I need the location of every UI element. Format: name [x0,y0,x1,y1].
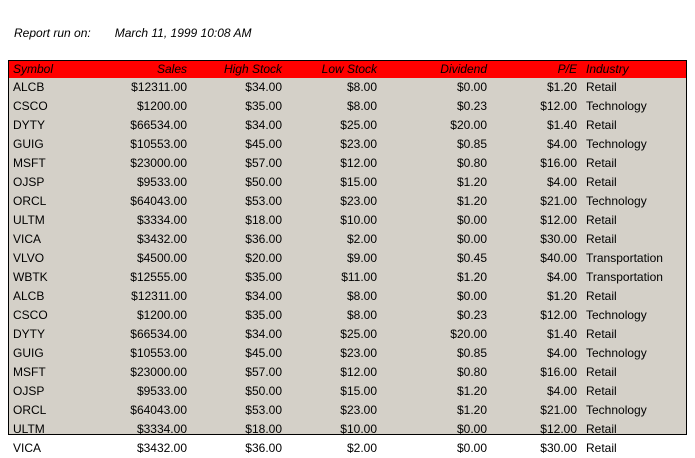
table-row[interactable] [9,439,686,458]
cell-high-stock[interactable]: $36.00 [245,232,282,246]
cell-high-stock[interactable]: $45.00 [245,137,282,151]
cell-industry[interactable]: Retail [586,213,617,227]
cell-industry[interactable]: Retail [586,327,617,341]
table-row[interactable] [9,154,686,173]
cell-industry[interactable]: Technology [586,194,647,208]
cell-low-stock[interactable]: $23.00 [340,346,377,360]
cell-sales[interactable]: $1200.00 [136,99,187,113]
cell-high-stock[interactable]: $57.00 [245,156,282,170]
cell-dividend[interactable]: $0.00 [456,80,487,94]
cell-symbol[interactable]: VLVO [13,251,45,265]
cell-low-stock[interactable]: $23.00 [340,194,377,208]
cell-sales[interactable]: $4500.00 [136,251,187,265]
cell-symbol[interactable]: CSCO [13,99,48,113]
cell-symbol[interactable]: DYTY [13,327,46,341]
cell-sales[interactable]: $64043.00 [130,194,187,208]
cell-pe[interactable]: $12.00 [540,213,577,227]
cell-dividend[interactable]: $0.80 [456,365,487,379]
report-run-label: Report run on: [14,26,91,40]
cell-pe[interactable]: $1.40 [546,118,577,132]
cell-sales[interactable]: $3432.00 [136,232,187,246]
cell-low-stock[interactable]: $8.00 [346,289,377,303]
table-row[interactable] [9,97,686,116]
stock-table [9,61,686,458]
cell-pe[interactable]: $1.20 [546,80,577,94]
cell-sales[interactable]: $1200.00 [136,308,187,322]
column-header-symbol[interactable]: Symbol [9,61,91,78]
cell-symbol[interactable]: OJSP [13,384,45,398]
cell-pe[interactable]: $4.00 [546,175,577,189]
cell-sales[interactable]: $23000.00 [130,156,187,170]
cell-industry[interactable]: Transportation [586,251,663,265]
cell-industry[interactable]: Retail [586,80,617,94]
cell-dividend[interactable]: $0.00 [456,213,487,227]
table-row[interactable] [9,420,686,439]
cell-industry[interactable]: Retail [586,118,617,132]
cell-high-stock[interactable]: $18.00 [245,422,282,436]
cell-dividend[interactable]: $1.20 [456,384,487,398]
cell-symbol[interactable]: ALCB [13,289,45,303]
cell-dividend[interactable]: $1.20 [456,194,487,208]
cell-dividend[interactable]: $20.00 [450,327,487,341]
cell-low-stock[interactable]: $12.00 [340,365,377,379]
cell-high-stock[interactable]: $35.00 [245,99,282,113]
cell-sales[interactable]: $12311.00 [131,289,187,303]
cell-sales[interactable]: $66534.00 [130,327,187,341]
cell-low-stock[interactable]: $10.00 [340,422,377,436]
report-run-value: March 11, 1999 10:08 AM [114,26,252,40]
table-row[interactable] [9,173,686,192]
cell-high-stock[interactable]: $34.00 [245,289,282,303]
cell-industry[interactable]: Retail [586,422,617,436]
table-row[interactable] [9,306,686,325]
cell-low-stock[interactable]: $25.00 [340,327,377,341]
cell-symbol[interactable]: VICA [13,232,42,246]
cell-symbol[interactable]: ORCL [13,194,47,208]
cell-low-stock[interactable]: $11.00 [341,270,377,284]
column-header-pe[interactable]: P/E [491,61,581,78]
table-row[interactable] [9,192,686,211]
table-row[interactable] [9,382,686,401]
cell-pe[interactable]: $40.00 [540,251,577,265]
cell-pe[interactable]: $1.20 [546,289,577,303]
cell-symbol[interactable]: VICA [13,441,42,455]
column-header-high-stock[interactable]: High Stock [191,61,286,78]
cell-high-stock[interactable]: $45.00 [245,346,282,360]
table-row[interactable] [9,287,686,306]
cell-industry[interactable]: Transportation [586,270,663,284]
table-header-row [9,61,686,78]
table-row[interactable] [9,344,686,363]
cell-dividend[interactable]: $0.00 [456,232,487,246]
cell-low-stock[interactable]: $15.00 [340,175,377,189]
cell-dividend[interactable]: $0.45 [456,251,487,265]
column-header-low-stock[interactable]: Low Stock [286,61,381,78]
cell-sales[interactable]: $3334.00 [136,213,187,227]
cell-industry[interactable]: Technology [586,346,647,360]
cell-pe[interactable]: $12.00 [540,99,577,113]
cell-high-stock[interactable]: $20.00 [245,251,282,265]
cell-sales[interactable]: $3432.00 [136,441,187,455]
table-row[interactable] [9,268,686,287]
cell-pe[interactable]: $30.00 [540,441,577,455]
table-row[interactable] [9,401,686,420]
cell-low-stock[interactable]: $8.00 [346,99,377,113]
cell-low-stock[interactable]: $15.00 [340,384,377,398]
cell-dividend[interactable]: $1.20 [456,403,487,417]
cell-symbol[interactable]: GUIG [13,346,44,360]
cell-industry[interactable]: Retail [586,289,617,303]
cell-low-stock[interactable]: $10.00 [340,213,377,227]
cell-high-stock[interactable]: $18.00 [245,213,282,227]
cell-symbol[interactable]: ULTM [13,422,45,436]
cell-low-stock[interactable]: $8.00 [346,308,377,322]
cell-dividend[interactable]: $0.00 [456,289,487,303]
table-row[interactable] [9,135,686,154]
cell-dividend[interactable]: $0.85 [456,346,487,360]
cell-industry[interactable]: Retail [586,384,617,398]
cell-dividend[interactable]: $0.00 [456,441,487,455]
cell-dividend[interactable]: $0.80 [456,156,487,170]
cell-industry[interactable]: Technology [586,137,647,151]
cell-pe[interactable]: $16.00 [540,365,577,379]
cell-high-stock[interactable]: $50.00 [245,384,282,398]
cell-dividend[interactable]: $0.23 [456,99,487,113]
cell-symbol[interactable]: ULTM [13,213,45,227]
table-row[interactable] [9,211,686,230]
cell-symbol[interactable]: OJSP [13,175,45,189]
cell-high-stock[interactable]: $50.00 [245,175,282,189]
report-run-header [14,26,251,40]
table-row[interactable] [9,249,686,268]
cell-pe[interactable]: $4.00 [546,270,577,284]
cell-pe[interactable]: $1.40 [546,327,577,341]
cell-sales[interactable]: $12555.00 [130,270,187,284]
column-header-industry[interactable]: Industry [581,61,686,78]
cell-symbol[interactable]: ALCB [13,80,45,94]
cell-dividend[interactable]: $20.00 [450,118,487,132]
cell-pe[interactable]: $12.00 [540,422,577,436]
cell-high-stock[interactable]: $57.00 [245,365,282,379]
cell-sales[interactable]: $64043.00 [130,403,187,417]
cell-industry[interactable]: Technology [586,99,647,113]
cell-industry[interactable]: Technology [586,403,647,417]
cell-symbol[interactable]: MSFT [13,156,46,170]
column-header-sales[interactable]: Sales [91,61,191,78]
cell-dividend[interactable]: $1.20 [456,270,487,284]
cell-industry[interactable]: Retail [586,441,617,455]
cell-low-stock[interactable]: $23.00 [340,403,377,417]
cell-low-stock[interactable]: $25.00 [340,118,377,132]
cell-sales[interactable]: $12311.00 [131,80,187,94]
cell-industry[interactable]: Technology [586,308,647,322]
cell-high-stock[interactable]: $53.00 [245,194,282,208]
cell-sales[interactable]: $23000.00 [130,365,187,379]
cell-high-stock[interactable]: $35.00 [245,308,282,322]
cell-symbol[interactable]: ORCL [13,403,47,417]
cell-sales[interactable]: $66534.00 [130,118,187,132]
cell-low-stock[interactable]: $23.00 [340,137,377,151]
cell-sales[interactable]: $10553.00 [130,137,187,151]
cell-pe[interactable]: $21.00 [540,194,577,208]
cell-high-stock[interactable]: $36.00 [245,441,282,455]
cell-low-stock[interactable]: $8.00 [346,80,377,94]
table-row[interactable] [9,325,686,344]
cell-industry[interactable]: Retail [586,175,617,189]
cell-pe[interactable]: $16.00 [540,156,577,170]
cell-pe[interactable]: $21.00 [540,403,577,417]
column-header-dividend[interactable]: Dividend [381,61,491,78]
cell-dividend[interactable]: $0.85 [456,137,487,151]
cell-industry[interactable]: Retail [586,156,617,170]
cell-pe[interactable]: $12.00 [540,308,577,322]
cell-pe[interactable]: $30.00 [540,232,577,246]
cell-pe[interactable]: $4.00 [546,346,577,360]
cell-dividend[interactable]: $1.20 [456,175,487,189]
cell-sales[interactable]: $9533.00 [136,175,187,189]
cell-pe[interactable]: $4.00 [546,137,577,151]
cell-sales[interactable]: $10553.00 [130,346,187,360]
cell-high-stock[interactable]: $34.00 [245,327,282,341]
cell-symbol[interactable]: CSCO [13,308,48,322]
cell-industry[interactable]: Retail [586,365,617,379]
table-row[interactable] [9,363,686,382]
table-row[interactable] [9,78,686,97]
cell-low-stock[interactable]: $12.00 [340,156,377,170]
cell-low-stock[interactable]: $2.00 [346,441,377,455]
cell-sales[interactable]: $9533.00 [136,384,187,398]
cell-symbol[interactable]: DYTY [13,118,46,132]
cell-symbol[interactable]: GUIG [13,137,44,151]
table-row[interactable] [9,230,686,249]
cell-symbol[interactable]: MSFT [13,365,46,379]
cell-symbol[interactable]: WBTK [13,270,48,284]
cell-high-stock[interactable]: $34.00 [245,118,282,132]
cell-dividend[interactable]: $0.23 [456,308,487,322]
cell-industry[interactable]: Retail [586,232,617,246]
stock-data-grid[interactable] [8,60,687,455]
table-body [9,78,686,458]
cell-high-stock[interactable]: $35.00 [245,270,282,284]
cell-low-stock[interactable]: $9.00 [346,251,377,265]
cell-low-stock[interactable]: $2.00 [346,232,377,246]
table-row[interactable] [9,116,686,135]
cell-sales[interactable]: $3334.00 [136,422,187,436]
cell-pe[interactable]: $4.00 [546,384,577,398]
cell-high-stock[interactable]: $53.00 [245,403,282,417]
cell-high-stock[interactable]: $34.00 [245,80,282,94]
cell-dividend[interactable]: $0.00 [456,422,487,436]
